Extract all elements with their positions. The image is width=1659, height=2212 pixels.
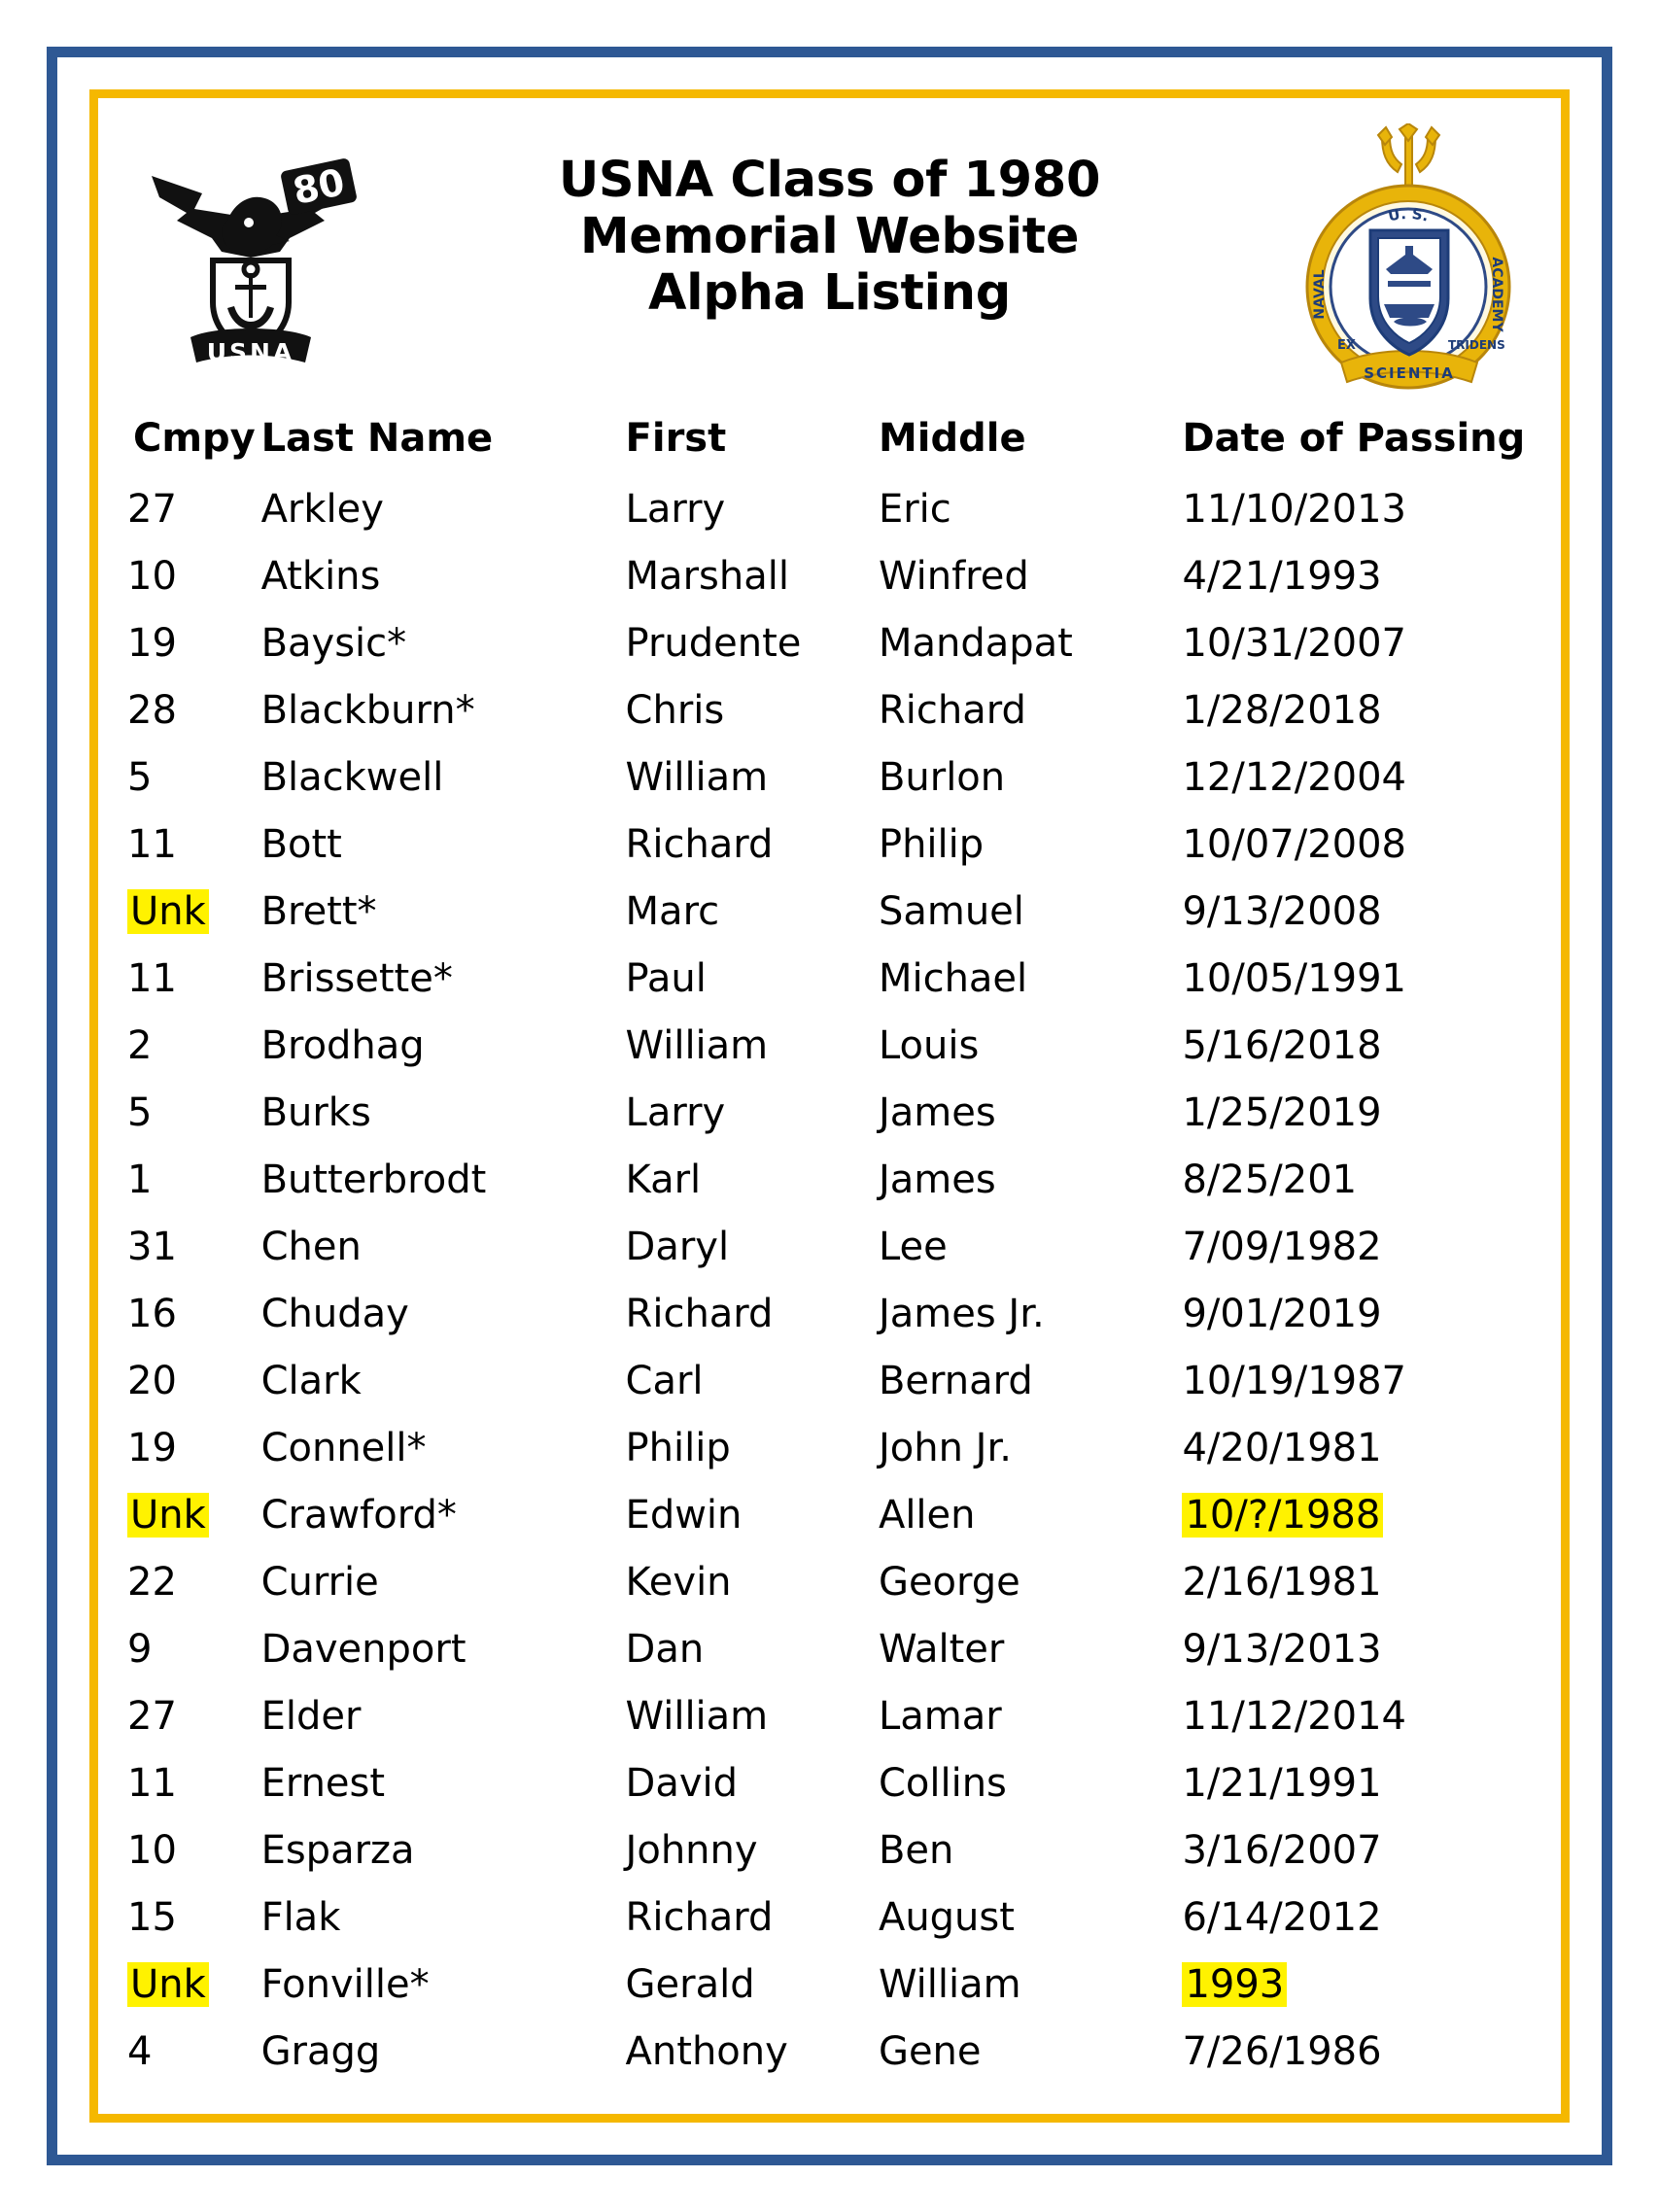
cell-middle-name: Richard: [878, 688, 1026, 733]
cell-date-of-passing: 7/26/1986: [1182, 2029, 1382, 2074]
svg-text:80: 80: [289, 159, 349, 214]
cell-cmpy: 15: [127, 1895, 177, 1940]
cell-first-name: Chris: [625, 688, 725, 733]
highlight-mark: Unk: [127, 889, 209, 934]
cell-last-name: Blackwell: [260, 755, 444, 800]
table-row: [120, 677, 1539, 744]
table-row: [120, 2019, 1539, 2086]
cell-cmpy: 2: [127, 1023, 153, 1068]
cell-date-of-passing: 9/01/2019: [1182, 1292, 1382, 1336]
cell-first-name: Larry: [625, 1090, 726, 1135]
highlight-mark: Unk: [127, 1962, 209, 2007]
cell-date-of-passing: 11/10/2013: [1182, 487, 1406, 532]
table-row: [120, 1482, 1539, 1549]
cell-date-of-passing: 6/14/2012: [1182, 1895, 1382, 1940]
cell-first-name: Johnny: [625, 1828, 758, 1873]
title-line-2: Memorial Website: [579, 208, 1080, 266]
svg-text:NAVAL: NAVAL: [1311, 269, 1328, 320]
cell-date-of-passing: 10/19/1987: [1182, 1359, 1406, 1403]
page-title: [382, 112, 1277, 322]
cell-last-name: Baysic*: [260, 621, 407, 666]
cell-date-of-passing: 4/20/1981: [1182, 1426, 1382, 1470]
cell-cmpy: [120, 1482, 261, 1549]
cell-cmpy: 27: [127, 487, 177, 532]
cell-date-of-passing: 3/16/2007: [1182, 1828, 1382, 1873]
cell-last-name: Blackburn*: [260, 688, 475, 733]
svg-text:U. S.: U. S.: [1386, 204, 1431, 225]
column-header-cmpy: Cmpy: [133, 416, 256, 461]
svg-text:ACADEMY: ACADEMY: [1488, 257, 1504, 332]
cell-last-name: Ernest: [260, 1761, 386, 1806]
cell-cmpy: 9: [127, 1627, 153, 1672]
cell-middle-name: William: [878, 1962, 1021, 2007]
cell-cmpy: 22: [127, 1560, 177, 1605]
cell-middle-name: Walter: [878, 1627, 1005, 1672]
cell-first-name: Marc: [625, 889, 720, 934]
cell-date-of-passing: 12/12/2004: [1182, 755, 1406, 800]
cell-middle-name: Philip: [878, 822, 985, 867]
svg-text:SCIENTIA: SCIENTIA: [1363, 364, 1455, 382]
highlight-mark: Unk: [127, 1493, 209, 1538]
cell-last-name: Chen: [260, 1225, 362, 1269]
cell-first-name: William: [625, 755, 769, 800]
cell-date-of-passing: 9/13/2013: [1182, 1627, 1382, 1672]
cell-cmpy: 16: [127, 1292, 177, 1336]
cell-middle-name: Samuel: [878, 889, 1024, 934]
cell-date-of-passing: 4/21/1993: [1182, 554, 1382, 599]
cell-middle-name: August: [878, 1895, 1015, 1940]
cell-date-of-passing: 11/12/2014: [1182, 1694, 1406, 1739]
table-row: [120, 1013, 1539, 1080]
highlight-mark: 1993: [1182, 1962, 1287, 2007]
svg-text:USNA: USNA: [206, 338, 295, 366]
highlight-mark: 10/?/1988: [1182, 1493, 1383, 1538]
cell-middle-name: George: [878, 1560, 1020, 1605]
cell-last-name: Atkins: [260, 554, 381, 599]
cell-first-name: William: [625, 1694, 769, 1739]
cell-date-of-passing: 10/05/1991: [1182, 956, 1406, 1001]
cell-cmpy: 28: [127, 688, 177, 733]
cell-date-of-passing: 1/21/1991: [1182, 1761, 1382, 1806]
cell-first-name: Daryl: [625, 1225, 730, 1269]
cell-cmpy: 5: [127, 1090, 153, 1135]
cell-cmpy: 19: [127, 1426, 177, 1470]
cell-first-name: Paul: [625, 956, 707, 1001]
table-row: [120, 1683, 1539, 1750]
alpha-listing-table: [120, 405, 1539, 2086]
table-row: [120, 1147, 1539, 1214]
usna-class-of-80-eagle-crest-icon: [120, 112, 382, 380]
cell-first-name: Richard: [625, 822, 774, 867]
cell-last-name: Clark: [260, 1359, 362, 1403]
cell-last-name: Crawford*: [260, 1493, 457, 1538]
cell-last-name: Burks: [260, 1090, 371, 1135]
table-row: [120, 1750, 1539, 1817]
cell-first-name: Gerald: [625, 1962, 755, 2007]
cell-middle-name: Lee: [878, 1225, 948, 1269]
table-row: [120, 1616, 1539, 1683]
cell-date-of-passing: 10/07/2008: [1182, 822, 1406, 867]
column-header-date-of-passing: Date of Passing: [1182, 416, 1526, 461]
table-row: [120, 1549, 1539, 1616]
cell-last-name: Gragg: [260, 2029, 381, 2074]
cell-last-name: Davenport: [260, 1627, 467, 1672]
cell-cmpy: 11: [127, 822, 177, 867]
table-row: [120, 1214, 1539, 1281]
table-row: [120, 1080, 1539, 1147]
cell-date-of-passing: 9/13/2008: [1182, 889, 1382, 934]
cell-last-name: Connell*: [260, 1426, 427, 1470]
title-line-1: USNA Class of 1980: [558, 152, 1101, 209]
cell-last-name: Brett*: [260, 889, 377, 934]
cell-first-name: William: [625, 1023, 769, 1068]
cell-first-name: Karl: [625, 1158, 702, 1202]
cell-middle-name: John Jr.: [878, 1426, 1012, 1470]
us-naval-academy-seal-icon: [1277, 112, 1539, 405]
cell-last-name: Butterbrodt: [260, 1158, 487, 1202]
svg-text:EX: EX: [1336, 338, 1356, 353]
cell-date-of-passing: [1182, 1952, 1539, 2019]
cell-middle-name: Allen: [878, 1493, 976, 1538]
cell-date-of-passing: 7/09/1982: [1182, 1225, 1382, 1269]
table-row: [120, 543, 1539, 610]
inner-gold-border: [89, 89, 1570, 2123]
cell-first-name: Philip: [625, 1426, 731, 1470]
table-row: [120, 610, 1539, 677]
cell-cmpy: 10: [127, 554, 177, 599]
cell-middle-name: Bernard: [878, 1359, 1033, 1403]
cell-first-name: Dan: [625, 1627, 705, 1672]
cell-middle-name: Eric: [878, 487, 951, 532]
cell-last-name: Esparza: [260, 1828, 415, 1873]
outer-blue-border: [47, 47, 1612, 2165]
table-row: [120, 946, 1539, 1013]
cell-cmpy: 19: [127, 621, 177, 666]
cell-last-name: Brodhag: [260, 1023, 425, 1068]
cell-middle-name: James: [878, 1158, 996, 1202]
cell-middle-name: Burlon: [878, 755, 1006, 800]
cell-middle-name: Louis: [878, 1023, 980, 1068]
table-row: [120, 879, 1539, 946]
cell-date-of-passing: 10/31/2007: [1182, 621, 1406, 666]
cell-first-name: Carl: [625, 1359, 704, 1403]
cell-cmpy: 1: [127, 1158, 153, 1202]
table-row: [120, 1884, 1539, 1952]
cell-last-name: Currie: [260, 1560, 379, 1605]
cell-first-name: Richard: [625, 1292, 774, 1336]
cell-last-name: Flak: [260, 1895, 341, 1940]
cell-first-name: Kevin: [625, 1560, 732, 1605]
cell-date-of-passing: 2/16/1981: [1182, 1560, 1382, 1605]
table-row: [120, 1415, 1539, 1482]
cell-date-of-passing: 5/16/2018: [1182, 1023, 1382, 1068]
cell-date-of-passing: 1/25/2019: [1182, 1090, 1382, 1135]
cell-middle-name: Gene: [878, 2029, 982, 2074]
cell-last-name: Arkley: [260, 487, 384, 532]
cell-cmpy: [120, 1952, 261, 2019]
cell-middle-name: Ben: [878, 1828, 954, 1873]
cell-last-name: Chuday: [260, 1292, 409, 1336]
cell-cmpy: 27: [127, 1694, 177, 1739]
cell-last-name: Bott: [260, 822, 342, 867]
cell-first-name: Anthony: [625, 2029, 788, 2074]
cell-cmpy: 11: [127, 956, 177, 1001]
cell-first-name: Edwin: [625, 1493, 743, 1538]
cell-cmpy: 20: [127, 1359, 177, 1403]
cell-date-of-passing: 8/25/201: [1182, 1158, 1358, 1202]
page-content: [98, 98, 1561, 2114]
table-row: [120, 1281, 1539, 1348]
table-row: [120, 476, 1539, 543]
cell-date-of-passing: [1182, 1482, 1539, 1549]
cell-cmpy: [120, 879, 261, 946]
table-row: [120, 1952, 1539, 2019]
column-header-last-name: Last Name: [260, 416, 494, 461]
cell-middle-name: James Jr.: [878, 1292, 1045, 1336]
title-line-3: Alpha Listing: [647, 264, 1012, 323]
cell-cmpy: 5: [127, 755, 153, 800]
cell-first-name: Prudente: [625, 621, 802, 666]
cell-cmpy: 10: [127, 1828, 177, 1873]
cell-middle-name: Winfred: [878, 554, 1029, 599]
cell-middle-name: Mandapat: [878, 621, 1073, 666]
cell-middle-name: James: [878, 1090, 996, 1135]
cell-middle-name: Collins: [878, 1761, 1007, 1806]
cell-first-name: Larry: [625, 487, 726, 532]
page-header: [120, 112, 1539, 403]
cell-first-name: David: [625, 1761, 739, 1806]
table-row: [120, 1348, 1539, 1415]
column-header-middle: Middle: [878, 416, 1026, 461]
cell-date-of-passing: 1/28/2018: [1182, 688, 1382, 733]
cell-last-name: Fonville*: [260, 1962, 430, 2007]
cell-cmpy: 31: [127, 1225, 177, 1269]
table-header: [120, 405, 1539, 476]
table-row: [120, 1817, 1539, 1884]
cell-last-name: Brissette*: [260, 956, 453, 1001]
column-header-first: First: [625, 416, 727, 461]
table-header-row: [120, 405, 1539, 476]
svg-text:TRIDENS: TRIDENS: [1447, 338, 1505, 352]
table-row: [120, 744, 1539, 812]
cell-middle-name: Lamar: [878, 1694, 1002, 1739]
cell-cmpy: 4: [127, 2029, 153, 2074]
cell-middle-name: Michael: [878, 956, 1028, 1001]
table-row: [120, 812, 1539, 879]
cell-last-name: Elder: [260, 1694, 362, 1739]
cell-cmpy: 11: [127, 1761, 177, 1806]
table-body: [120, 476, 1539, 2086]
cell-first-name: Marshall: [625, 554, 789, 599]
cell-first-name: Richard: [625, 1895, 774, 1940]
